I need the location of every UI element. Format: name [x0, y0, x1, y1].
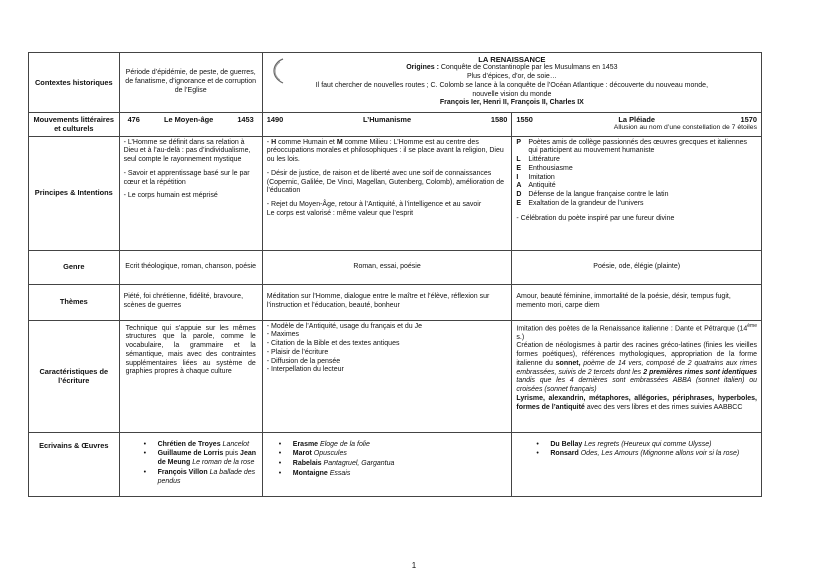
pl-name: La Pléiade [618, 115, 655, 124]
pl-carac-2-a: Création de néologismes à partir des racines gréco-latines (finies les vieilles formes poétiques), références mythologiques, appropriation de la forme italienne du [516, 342, 757, 367]
acrostic-letter: D [516, 191, 522, 198]
hu-principe-3: - Rejet du Moyen-Âge, retour à l’Antiquité, à l’intelligence et au savoir [266, 201, 482, 208]
acrostic-letter: I [516, 173, 519, 181]
acrostic-word: Imitation [528, 173, 555, 181]
writer-item [550, 450, 757, 459]
hu-principe-4: Le corps est valorisé : même valeur que l’esprit [266, 209, 414, 217]
cell-mouvement-humanisme [262, 113, 512, 137]
writer-work: Opuscules [313, 450, 347, 458]
pl-principe-p [516, 139, 757, 157]
origines-text: Conquête de Constantinople par les Musulmans en 1453 [440, 64, 618, 72]
writer-work: Lancelot [222, 440, 250, 448]
pl-carac-2-d: tandis que les 4 dernières sont embrassées ABBA (sonnet italien) ou croisées (sonnet français) [516, 377, 757, 394]
label-themes: Thèmes [29, 284, 120, 320]
label-principes: Principes & Intentions [29, 136, 120, 250]
acrostic-row [516, 200, 757, 209]
acrostic-word: Exaltation de la grandeur de l’univers [528, 199, 644, 207]
cell-carac-moyen-age: Technique qui s’appuie sur les mêmes structures que la parole, comme le vocabulaire, la grammaire et la sémantique, mais avec des contraintes supplémentaires liées au système de graphies propres à chaque culture [119, 320, 262, 432]
acrostic-word: Littérature [528, 156, 560, 163]
cell-principes-moyen-age [119, 136, 262, 250]
ma-start: 476 [127, 115, 140, 124]
hu-start: 1490 [266, 115, 284, 124]
hu-p1-M: M [336, 138, 343, 146]
writer-item [550, 441, 757, 450]
hu-carac-list [267, 323, 508, 376]
hu-principe-1 [267, 139, 508, 165]
cell-contexte-renaissance [262, 53, 761, 113]
cell-themes-humanisme: Méditation sur l’Homme, dialogue entre le maître et l’élève, réflexion sur l’instruction et l’éducation, beauté, bonheur [262, 284, 512, 320]
pl-carac-1-end: s.) [516, 333, 525, 341]
cell-ecrivains-moyen-age [119, 432, 262, 496]
pl-carac-2-c: 2 premières rimes sont identiques [643, 368, 757, 376]
writer-author: Montaigne [292, 469, 328, 477]
pl-carac-2 [516, 342, 757, 395]
cell-genre-moyen-age: Ecrit théologique, roman, chanson, poésie [119, 250, 262, 284]
renaissance-line2: Plus d’épices, d’or, de soie… [466, 73, 557, 81]
hu-p1-H: H [271, 138, 277, 146]
pleiade-acrostic [516, 156, 757, 209]
renaissance-origines [267, 64, 757, 73]
cell-ecrivains-pleiade [512, 432, 762, 496]
pl-carac-3-end: avec des vers libres et des rimes suivies AABBCC [584, 403, 743, 411]
hu-carac-item: - Diffusion de la pensée [266, 357, 341, 365]
label-genre: Genre [29, 250, 120, 284]
writer-author: Rabelais [292, 460, 322, 467]
writer-work: Essais [329, 469, 351, 477]
writer-author: Erasme [292, 440, 319, 448]
label-contextes: Contextes historiques [29, 53, 120, 113]
cell-principes-humanisme [262, 136, 512, 250]
pl-end: 1570 [740, 115, 757, 124]
acrostic-row [516, 156, 757, 165]
label-ecrivains: Ecrivains & Œuvres [29, 432, 120, 496]
cell-contexte-moyen-age: Période d’épidémie, de peste, de guerres, de fanatisme, d’ignorance et de corruption de l’Eglise [119, 53, 262, 113]
writer-item [293, 470, 508, 479]
writer-item [293, 441, 508, 450]
curve-brace-icon [268, 57, 286, 85]
row-genre [29, 250, 762, 284]
row-contextes [29, 53, 762, 113]
pl-carac-3 [516, 395, 757, 413]
cell-mouvement-pleiade [512, 113, 762, 137]
acrostic-word: Antiquité [528, 182, 556, 190]
writer-work: Les regrets (Heureux qui comme Ulysse) [584, 440, 712, 448]
writer-item [158, 441, 258, 450]
hu-carac-item: - Citation de la Bible et des textes antiques [266, 340, 400, 347]
hu-carac-item: - Plaisir de l’écriture [266, 348, 329, 356]
writer-author: Chrétien de Troyes [157, 440, 221, 448]
ma-principe-1: - L’Homme se définit dans sa relation à Dieu et à l’au-delà : pas d’individualisme, seul compte le rayonnement mystique [123, 138, 251, 163]
hu-p1-dash: - [266, 138, 272, 146]
ma-principe-2: - Savoir et apprentissage basé sur le par cœur et la répétition [123, 169, 250, 186]
hu-carac-item: - Interpellation du lecteur [266, 366, 344, 374]
ma-principe-3: - Le corps humain est méprisé [123, 192, 218, 200]
cell-themes-pleiade: Amour, beauté féminine, immortalité de la poésie, désir, tempus fugit, memento mori, carpe diem [512, 284, 762, 320]
writer-item [158, 469, 258, 487]
acrostic-row [516, 174, 757, 183]
writer-author: Du Bellay [550, 440, 583, 448]
cell-themes-moyen-age: Piété, foi chrétienne, fidélité, bravoure, scènes de guerres [119, 284, 262, 320]
acrostic-word: Enthousiasme [528, 164, 573, 172]
row-principes [29, 136, 762, 250]
acrostic-letter: E [516, 164, 522, 172]
acrostic-letter: A [516, 182, 522, 190]
pl-carac-2-b: poème de 14 vers, composé de 2 quatrains aux rimes embrassées, suivis de 2 tercets dont les [516, 359, 757, 376]
renaissance-kings: François Ier, Henri II, François II, Charles IX [439, 99, 584, 107]
row-themes [29, 284, 762, 320]
writer-author: François Villon [157, 468, 208, 476]
writer-author: Marot [292, 450, 312, 458]
cell-ecrivains-humanisme [262, 432, 512, 496]
hu-carac-item: - Modèle de l’Antiquité, usage du français et du Je [266, 322, 423, 330]
renaissance-line3: Il faut chercher de nouvelles routes ; C. Colomb se lance à la conquête de l’Océan Atlantique : découverte du nouveau monde, [315, 81, 709, 89]
page-number: 1 [411, 561, 417, 570]
writer-item [293, 460, 508, 469]
hu-writers-list [267, 441, 508, 479]
row-ecrivains [29, 432, 762, 496]
pl-carac-1-sup: ème [747, 322, 757, 329]
writer-work: Le roman de la rose [192, 459, 255, 466]
renaissance-line4: nouvelle vision du monde [472, 90, 552, 98]
pl-principe-last: - Célébration du poète inspiré par une fureur divine [516, 214, 675, 222]
renaissance-title: LA RENAISSANCE [478, 55, 546, 64]
writer-work: Odes, Les Amours (Mignonne allons voir si la rose) [580, 450, 740, 458]
cell-mouvement-moyen-age [119, 113, 262, 137]
writer-author: Ronsard [550, 450, 579, 458]
writer-author: Guillaume de Lorris [157, 450, 224, 458]
hu-principe-2: - Désir de justice, de raison et de liberté avec une soif de connaissances (Copernic, Galilée, De Vinci, Magellan, Gutenberg, Colomb), amélioration de l’éducation [266, 169, 504, 195]
literature-table [28, 52, 762, 497]
acrostic-row [516, 165, 757, 174]
row-caracteristiques [29, 320, 762, 432]
pl-p-text: Poètes amis de collège passionnés des œuvres grecques et italiennes qui participent au mouvement humaniste [528, 138, 748, 155]
pl-carac-1-text: Imitation des poètes de la Renaissance italienne : Dante et Pétrarque (14 [516, 324, 748, 332]
ma-name: Le Moyen-âge [163, 115, 214, 124]
ma-end: 1453 [237, 115, 254, 124]
hu-end: 1580 [490, 115, 508, 124]
writer-work: Eloge de la folie [320, 440, 370, 448]
label-mouvements: Mouvements littéraires et culturels [29, 113, 120, 137]
writer-sep: puis [223, 450, 241, 458]
acrostic-word: Défense de la langue française contre le latin [528, 191, 669, 198]
cell-principes-pleiade [512, 136, 762, 250]
pl-p-letter: P [516, 138, 522, 146]
pl-start: 1550 [516, 115, 533, 124]
pl-subtitle: Allusion au nom d’une constellation de 7 étoiles [613, 124, 757, 132]
writer-author: Jean de Meung [157, 450, 257, 466]
cell-carac-pleiade [512, 320, 762, 432]
hu-p1-c: comme Milieu : L’Homme est au centre des préoccupations morales et philosophiques : il se place avant la religion, Dieu ou les lois. [266, 138, 504, 163]
writer-work: La ballade des pendus [157, 468, 256, 485]
hu-carac-item: - Maximes [266, 331, 300, 339]
cell-genre-pleiade: Poésie, ode, élégie (plainte) [512, 250, 762, 284]
pl-writers-list [516, 441, 757, 460]
writer-work: Pantagruel, Gargantua [323, 460, 395, 467]
row-mouvements [29, 113, 762, 137]
writer-item [293, 450, 508, 459]
label-caracteristiques: Caractéristiques de l’écriture [29, 320, 120, 432]
hu-name: L’Humanisme [363, 115, 412, 124]
hu-p1-b: comme Humain et [276, 138, 337, 146]
ma-writers-list [124, 441, 258, 487]
pl-carac-1 [516, 323, 757, 343]
pl-carac-2-sonnet: sonnet, [555, 359, 581, 367]
acrostic-letter: L [516, 156, 521, 163]
acrostic-row [516, 182, 757, 191]
cell-carac-humanisme [262, 320, 512, 432]
cell-genre-humanisme: Roman, essai, poésie [262, 250, 512, 284]
origines-label: Origines : [406, 64, 439, 72]
acrostic-row [516, 191, 757, 200]
acrostic-letter: E [516, 199, 522, 207]
pl-carac-3-text: Lyrisme, alexandrin, métaphores, allégories, périphrases, hyperboles, formes de l’antiquité [516, 394, 757, 411]
writer-item [158, 450, 258, 468]
